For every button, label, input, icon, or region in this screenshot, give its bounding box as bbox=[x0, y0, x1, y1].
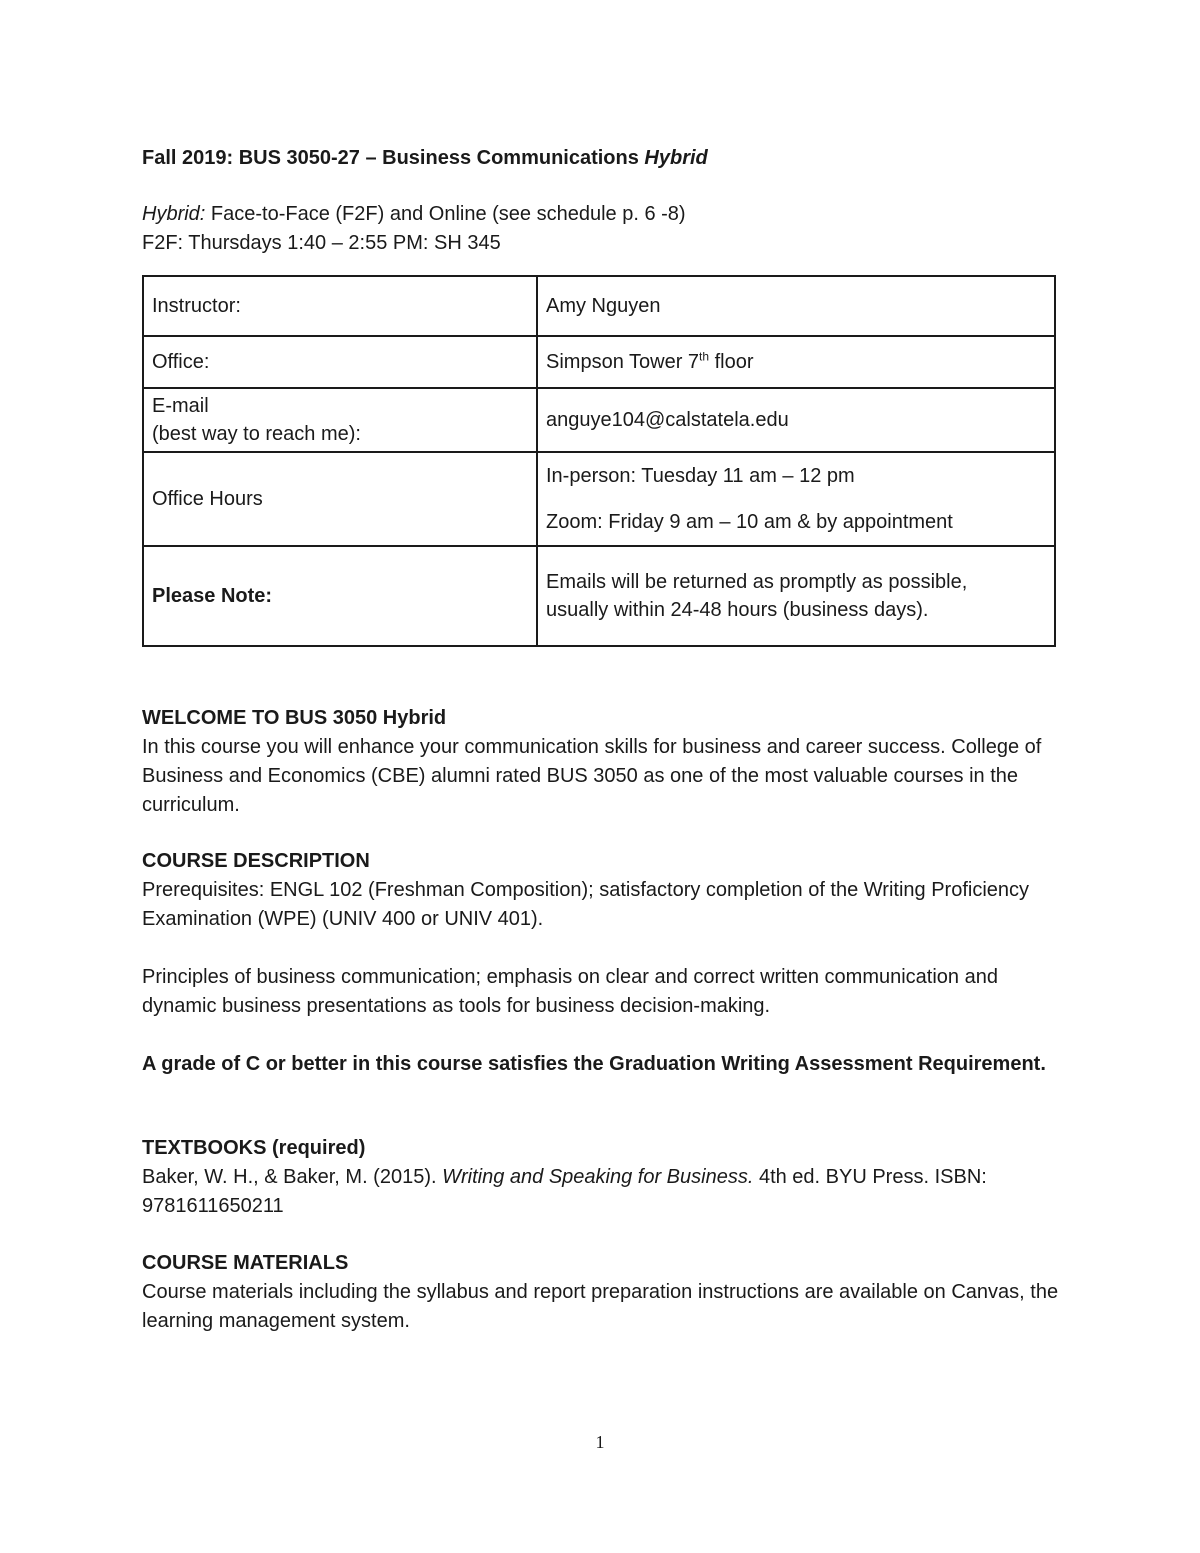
materials-heading: COURSE MATERIALS bbox=[142, 1252, 349, 1274]
course-title: Fall 2019: BUS 3050-27 – Business Communications Hybrid bbox=[142, 147, 708, 169]
office-value: Simpson Tower 7th floor bbox=[537, 336, 1055, 388]
email-label: E-mail (best way to reach me): bbox=[143, 388, 537, 452]
hybrid-line: Hybrid: Face-to-Face (F2F) and Online (see schedule p. 6 -8) bbox=[142, 203, 686, 225]
principles-text: Principles of business communication; emphasis on clear and correct written communication and dynamic business presentations as tools for business decision-making. bbox=[142, 966, 998, 1017]
table-row bbox=[143, 546, 1055, 646]
grade-requirement-text: A grade of C or better in this course satisfies the Graduation Writing Assessment Requirement. bbox=[142, 1053, 1046, 1075]
email-value[interactable]: anguye104@calstatela.edu bbox=[537, 388, 1055, 452]
instructor-label: Instructor: bbox=[143, 276, 537, 336]
f2f-line: F2F: Thursdays 1:40 – 2:55 PM: SH 345 bbox=[142, 232, 501, 254]
welcome-body: In this course you will enhance your communication skills for business and career success. College of Business and Economics (CBE) alumni rated BUS 3050 as one of the most valuable courses in the curriculum. bbox=[142, 736, 1042, 816]
instructor-info-table bbox=[142, 275, 1056, 647]
welcome-heading: WELCOME TO BUS 3050 Hybrid bbox=[142, 707, 447, 729]
note-label: Please Note: bbox=[143, 546, 537, 646]
course-description-section bbox=[142, 847, 1062, 1079]
office-hours-label: Office Hours bbox=[143, 452, 537, 546]
prerequisites-text: Prerequisites: ENGL 102 (Freshman Composition); satisfactory completion of the Writing Proficiency Examination (WPE) (UNIV 400 or UNIV 401). bbox=[142, 879, 1030, 930]
table-row bbox=[143, 276, 1055, 336]
textbooks-section bbox=[142, 1134, 1062, 1221]
table-row bbox=[143, 336, 1055, 388]
office-hours-value: In-person: Tuesday 11 am – 12 pm Zoom: Friday 9 am – 10 am & by appointment bbox=[537, 452, 1055, 546]
description-heading: COURSE DESCRIPTION bbox=[142, 850, 370, 872]
textbooks-heading: TEXTBOOKS (required) bbox=[142, 1137, 366, 1159]
page-number: 1 bbox=[595, 1432, 605, 1452]
welcome-section bbox=[142, 704, 1062, 820]
instructor-value: Amy Nguyen bbox=[537, 276, 1055, 336]
course-materials-section bbox=[142, 1249, 1062, 1336]
table-row bbox=[143, 388, 1055, 452]
table-row bbox=[143, 452, 1055, 546]
office-label: Office: bbox=[143, 336, 537, 388]
materials-body: Course materials including the syllabus and report preparation instructions are available on Canvas, the learning management system. bbox=[142, 1281, 1059, 1332]
textbook-citation: Baker, W. H., & Baker, M. (2015). Writing and Speaking for Business. 4th ed. BYU Press. ISBN: 9781611650211 bbox=[142, 1166, 987, 1217]
note-value: Emails will be returned as promptly as possible, usually within 24-48 hours (business days). bbox=[537, 546, 1055, 646]
